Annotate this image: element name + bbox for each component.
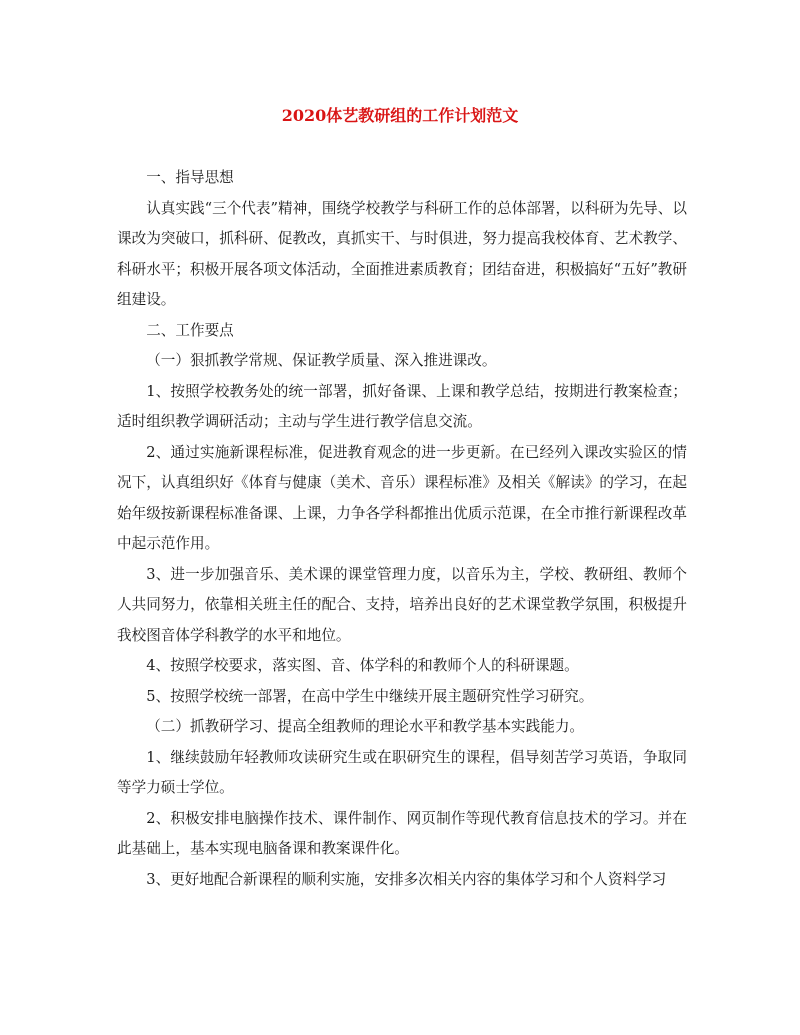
document-title: 2020体艺教研组的工作计划范文 xyxy=(281,106,519,125)
list-item: 3、进一步加强音乐、美术课的课堂管理力度，以音乐为主，学校、教研组、教师个人共同努力，依靠相关班主任的配合、支持，培养出良好的艺术课堂教学氛围，积极提升我校图音体学科教学的水平和地位。 xyxy=(117,565,687,644)
subsection-heading-1: （一）狠抓教学常规、保证教学质量、深入推进课改。 xyxy=(146,352,497,369)
section-heading-guiding-thought: 一、指导思想 xyxy=(146,169,234,186)
section-heading-work-points: 二、工作要点 xyxy=(146,321,234,339)
list-item: 1、继续鼓励年轻教师攻读研究生或在职研究生的课程，倡导刻苦学习英语，争取同等学力硕士学位。 xyxy=(117,748,687,796)
list-item: 5、按照学校统一部署，在高中学生中继续开展主题研究性学习研究。 xyxy=(146,687,594,705)
list-item: 3、更好地配合新课程的顺利实施，安排多次相关内容的集体学习和个人资料学习 xyxy=(146,870,667,888)
list-item: 2、积极安排电脑操作技术、课件制作、网页制作等现代教育信息技术的学习。并在此基础上，基本实现电脑备课和教案课件化。 xyxy=(117,809,687,857)
list-item: 2、通过实施新课程标准，促进教育观念的进一步更新。在已经列入课改实验区的情况下，认真组织好《体育与健康（美术、音乐）课程标准》及相关《解读》的学习，在起始年级按新课程标准备课、上课，力争各学科都推出优质示范课，在全市推行新课程改革中起示范作用。 xyxy=(117,443,687,552)
document-body xyxy=(117,163,687,895)
subsection-heading-2: （二）抓教研学习、提高全组教师的理论水平和教学基本实践能力。 xyxy=(146,718,585,735)
list-item: 4、按照学校要求，落实图、音、体学科的和教师个人的科研课题。 xyxy=(146,657,579,674)
paragraph-guiding-thought: 认真实践“三个代表”精神，围绕学校教学与科研工作的总体部署，以科研为先导、以课改为突破口，抓科研、促教改，真抓实干、与时俱进，努力提高我校体育、艺术教学、科研水平；积极开展各项文体活动，全面推进素质教育；团结奋进，积极搞好“五好”教研组建设。 xyxy=(117,199,687,308)
list-item: 1、按照学校教务处的统一部署，抓好备课、上课和教学总结，按期进行教案检查；适时组织教学调研活动；主动与学生进行教学信息交流。 xyxy=(117,382,687,430)
